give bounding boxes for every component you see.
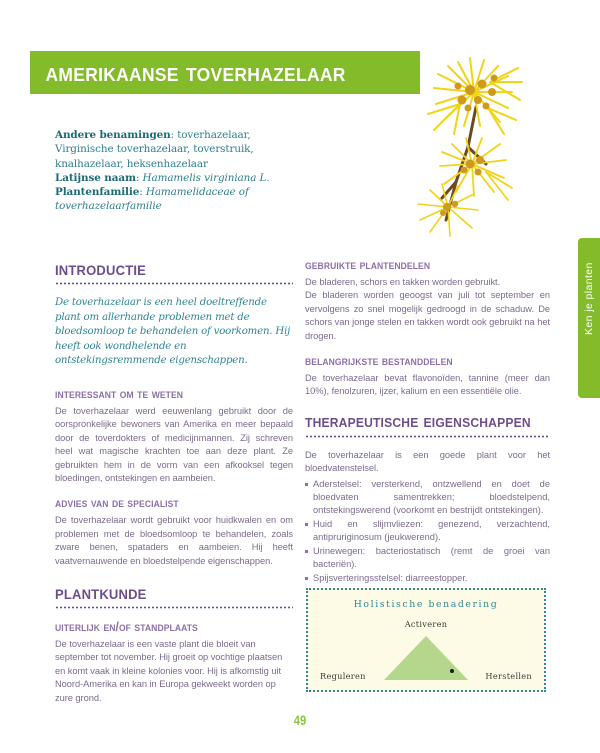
text-gebruikte-plantendelen-2: De bladeren worden geoogst van juli tot september en vervolgens zo snel mogelijk gedroogd in de schaduw. De schors van jonge stelen en takken wordt ook gebruikt na het drogen. — [305, 290, 550, 341]
latin-name-row: Latijnse naam: Hamamelis virginiana L. — [55, 171, 270, 184]
text-therapeutische-intro: De toverhazelaar is een goede plant voor het bloedvatenstelsel. — [305, 449, 550, 474]
latin-name-value: Hamamelis virginiana L. — [142, 171, 270, 184]
text-belangrijkste-bestanddelen: De toverhazelaar bevat flavonoïden, tannine (meer dan 10%), fenolzuren, ijzer, kalium en een essentiële olie. — [305, 373, 550, 397]
heading-therapeutische-eigenschappen: therapeutische eigenschappen — [305, 410, 531, 432]
heading-gebruikte-plantendelen: gebruikte plantendelen — [305, 258, 431, 272]
holistic-approach-box — [306, 588, 546, 692]
side-tab-ken-je-planten[interactable] — [578, 238, 600, 398]
page-header-bar — [30, 51, 420, 94]
side-tab-label: Ken je planten — [583, 262, 595, 336]
heading-belangrijkste-bestanddelen: belangrijkste bestanddelen — [305, 354, 453, 369]
other-names-label: Andere benamingen — [55, 129, 171, 141]
introductie-intro-text: De toverhazelaar is een heel doeltreffende plant om allerhande problemen met de bloedsomloop te behandelen of voorkomen. Hij heeft ook wondhelende en ontstekingsremmende eigenschappen. — [55, 297, 291, 367]
right-column — [305, 258, 550, 595]
holistic-label-activeren: Activeren — [404, 619, 448, 629]
heading-underline-dots — [55, 282, 293, 285]
other-names-value: toverhazelaar, Virginische toverhazelaar, toverstruik, knalhazelaar, heksenhazelaar — [55, 129, 254, 170]
holistic-label-herstellen: Herstellen — [485, 671, 532, 681]
heading-advies-van-de-specialist: advies van de specialist — [55, 496, 179, 511]
witch-hazel-flower-illustration — [408, 52, 558, 252]
family-row: Plantenfamilie: Hamamelidaceae of toverhazelaarfamilie — [55, 186, 249, 213]
therapeutische-bullet-list — [305, 478, 550, 585]
page-number: 49 — [293, 712, 307, 728]
left-column — [55, 258, 293, 716]
heading-introductie: introductie — [55, 258, 147, 280]
heading-underline-dots-therapeutische — [305, 435, 550, 438]
family-label: Plantenfamilie — [55, 186, 140, 199]
latin-name-label: Latijnse naam — [55, 171, 136, 184]
list-item: Urinewegen: bacteriostatisch (remt de groei van bacteriën). — [305, 545, 550, 572]
other-names-row: Andere benamingen: toverhazelaar, Virginische toverhazelaar, toverstruik, knalhazelaar, heksenhazelaar — [55, 129, 254, 170]
text-advies-van-de-specialist: De toverhazelaar wordt gebruikt voor huidkwalen en om problemen met de bloedsomloop te behandelen, zoals zware benen, spataders en aambeien. Hij heeft vaatvernauwende en bloedstelpende eigenschappen. — [55, 515, 293, 566]
holistic-triangle — [384, 636, 468, 680]
plant-svg — [408, 52, 558, 252]
holistic-title: Holistische benadering — [353, 599, 499, 610]
list-item: Huid en slijmvliezen: genezend, verzachtend, antipruriginosum (jeukwerend). — [305, 518, 550, 545]
list-item: Aderstelsel: versterkend, ontzwellend en doet de bloedvaten samentrekken; bloedstelpend, ontstekingswerend (voorkomt en bestrijdt ontstekingen). — [305, 478, 550, 518]
text-uiterlijk-standplaats: De toverhazelaar is een vaste plant die bloeit van september tot november. Hij groeit op vochtige plaatsen en komt vaak in kleine kolonies voor. Hij is afkomstig uit Noord-Amerika en kan in Europa gekweekt worden op zure grond. — [55, 639, 283, 703]
text-interessant-om-te-weten: De toverhazelaar werd eeuwenlang gebruikt door de oorspronkelijke bewoners van Amerika en meer bepaald door de toverdokters of medicijnmannen. Zij schreven heel wat magische krachten toe aan deze plant. Ze gebruikten hem in de vorm van een afkooksel tegen bloedingen, ontstekingen en aambeien. — [55, 405, 293, 483]
heading-interessant-om-te-weten: interessant om te weten — [55, 386, 184, 401]
heading-underline-dots-plantkunde — [55, 606, 293, 609]
holistic-label-reguleren: Reguleren — [320, 671, 366, 681]
identification-block — [55, 128, 295, 214]
heading-plantkunde: plantkunde — [55, 582, 147, 605]
family-value: Hamamelidaceae of toverhazelaarfamilie — [55, 186, 249, 213]
list-item: Spijsverteringsstelsel: diarreestopper. — [305, 572, 550, 585]
text-gebruikte-plantendelen-1: De bladeren, schors en takken worden gebruikt. — [305, 277, 501, 287]
heading-uiterlijk-standplaats: uiterlijk en/of standplaats — [55, 620, 198, 635]
page-title: amerikaanse toverhazelaar — [45, 57, 346, 87]
holistic-position-marker-dot — [450, 669, 454, 673]
